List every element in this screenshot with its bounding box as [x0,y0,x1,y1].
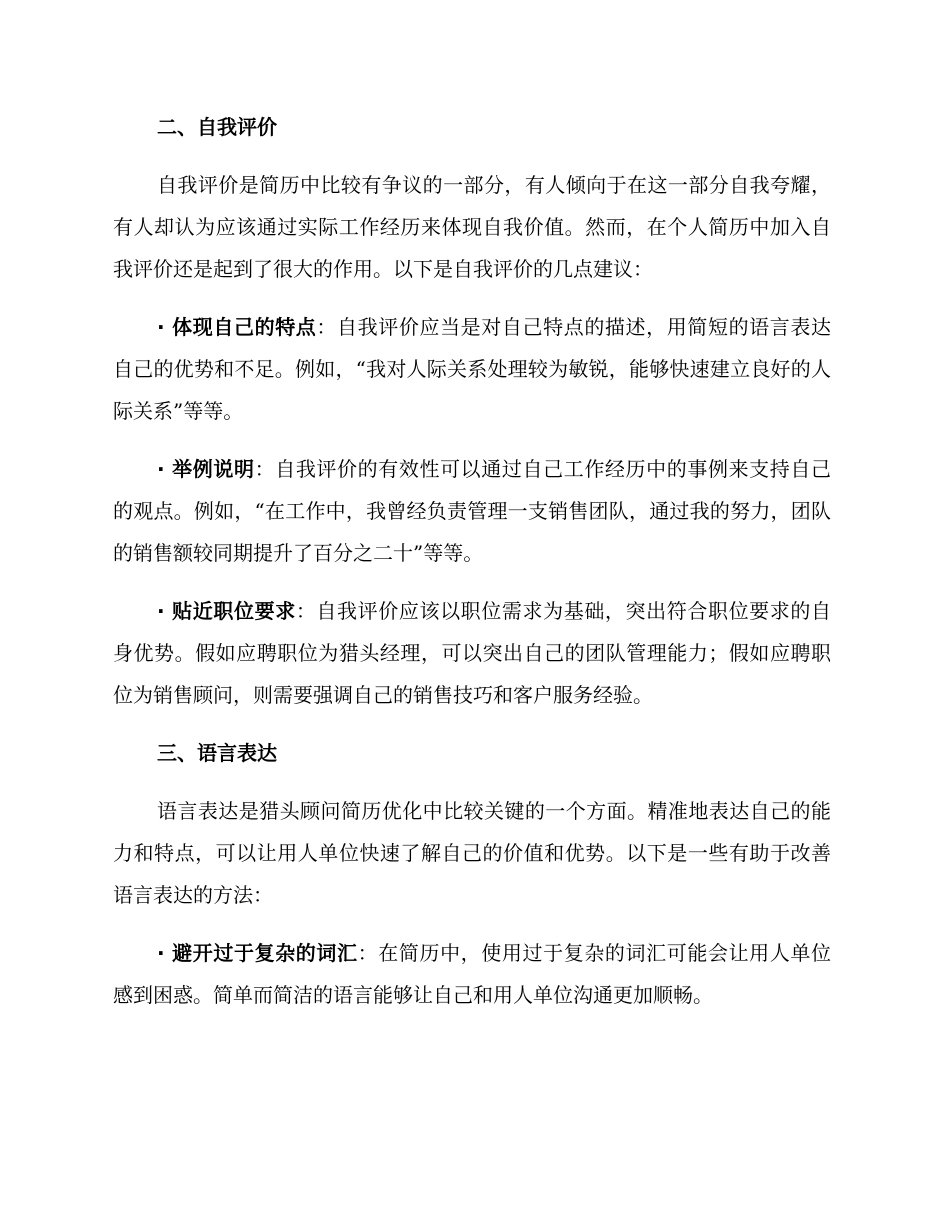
bullet-text: ：自我评价的有效性可以通过自己工作经历中的事例来支持自己的观点。例如，“在工作中，我曾经负责管理一支销售团队，通过我的努力，团队的销售额较同期提升了百分之二十”等等。 [113,457,832,565]
bullet-paragraph [113,448,831,590]
bullet-lead: · 避开过于复杂的词汇 [157,941,358,965]
bullet-paragraph [113,932,831,1032]
section-heading-self-evaluation: 二、自我评价 [157,115,277,139]
bullet-lead: · 举例说明 [157,457,255,481]
document-page [113,106,831,1032]
section-intro-language-expression: 语言表达是猎头顾问简历优化中比较关键的一个方面。精准地表达自己的能力和特点，可以让用人单位快速了解自己的价值和优势。以下是一些有助于改善语言表达的方法： [113,799,831,907]
bullet-text: ：自我评价应该以职位需求为基础，突出符合职位要求的自身优势。假如应聘职位为猎头经理，可以突出自己的团队管理能力；假如应聘职位为销售顾问，则需要强调自己的销售技巧和客户服务经验。 [113,599,831,707]
bullet-paragraph [113,306,831,448]
bullet-lead: · 体现自己的特点 [157,315,317,339]
bullet-text: ：在简历中，使用过于复杂的词汇可能会让用人单位感到困惑。简单而简洁的语言能够让自己和用人单位沟通更加顺畅。 [113,941,832,1007]
bullet-paragraph [113,590,831,732]
section-heading-language-expression: 三、语言表达 [157,741,277,765]
bullet-text: ：自我评价应当是对自己特点的描述，用简短的语言表达自己的优势和不足。例如，“我对人际关系处理较为敏锐，能够快速建立良好的人际关系”等等。 [113,315,831,423]
section-intro-self-evaluation: 自我评价是简历中比较有争议的一部分，有人倾向于在这一部分自我夸耀，有人却认为应该通过实际工作经历来体现自我价值。然而，在个人简历中加入自我评价还是起到了很大的作用。以下是自我评价的几点建议： [113,173,831,281]
bullet-lead: · 贴近职位要求 [157,599,296,623]
